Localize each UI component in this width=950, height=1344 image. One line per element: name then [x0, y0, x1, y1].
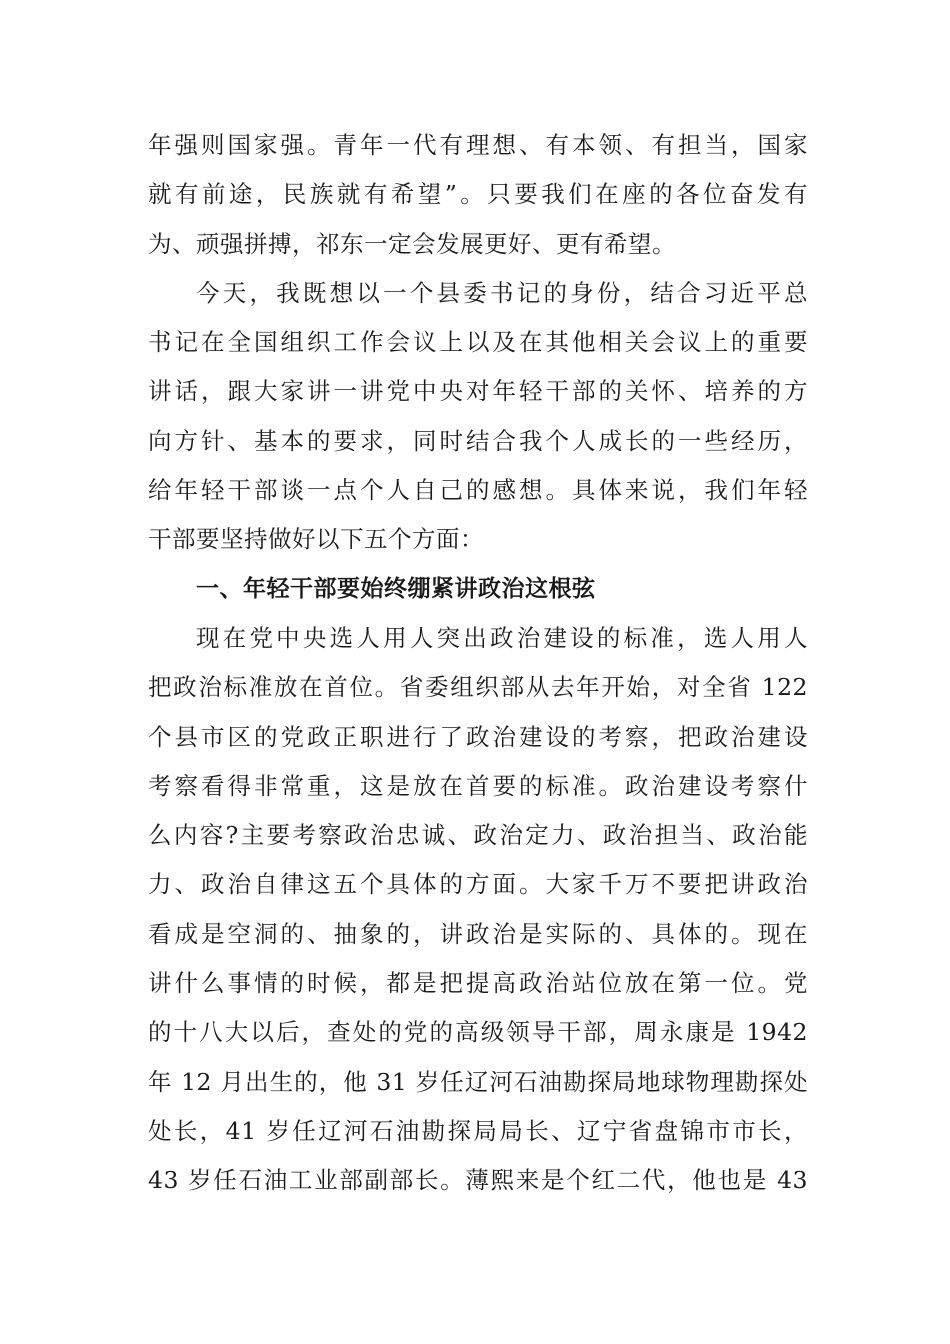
text-line: 书记在全国组织工作会议上以及在其他相关会议上的重要: [148, 328, 808, 357]
text-line: 干部要坚持做好以下五个方面：: [148, 525, 484, 554]
text-line: 讲话，跟大家讲一讲党中央对年轻干部的关怀、培养的方: [148, 377, 808, 406]
text-line: 就有前途，民族就有希望”。只要我们在座的各位奋发有: [148, 180, 808, 209]
section-heading: 一、年轻干部要始终绷紧讲政治这根弦: [196, 575, 596, 602]
text-line: 今天，我既想以一个县委书记的身份，结合习近平总: [196, 278, 808, 307]
paragraph-intro: [148, 269, 808, 565]
text-line: 43 岁任石油工业部副部长。薄熙来是个红二代，他也是 43: [148, 1166, 808, 1195]
text-line: 力、政治自律这五个具体的方面。大家千万不要把讲政治: [148, 870, 808, 899]
text-line: 处长，41 岁任辽河石油勘探局局长、辽宁省盘锦市市长，: [148, 1116, 808, 1145]
text-line: 为、顽强拼搏，祁东一定会发展更好、更有希望。: [148, 229, 676, 258]
document-body: [148, 121, 808, 1206]
text-line: 么内容?主要考察政治忠诚、政治定力、政治担当、政治能: [148, 821, 808, 850]
paragraph-section-one: [148, 614, 808, 1206]
text-line: 向方针、基本的要求，同时结合我个人成长的一些经历，: [148, 426, 808, 455]
text-line: 讲什么事情的时候，都是把提高政治站位放在第一位。党: [148, 969, 808, 998]
text-line: 看成是空洞的、抽象的，讲政治是实际的、具体的。现在: [148, 919, 808, 948]
text-line: 现在党中央选人用人突出政治建设的标准，选人用人: [196, 623, 808, 652]
text-line: 年 12 月出生的，他 31 岁任辽河石油勘探局地球物理勘探处: [148, 1067, 808, 1096]
text-line: 考察看得非常重，这是放在首要的标准。政治建设考察什: [148, 771, 808, 800]
text-line: 年强则国家强。青年一代有理想、有本领、有担当，国家: [148, 131, 808, 159]
paragraph-continuation: [148, 121, 808, 269]
text-line: 给年轻干部谈一点个人自己的感想。具体来说，我们年轻: [148, 476, 808, 505]
text-line: 个县市区的党政正职进行了政治建设的考察，把政治建设: [148, 722, 808, 751]
text-line: 把政治标准放在首位。省委组织部从去年开始，对全省 122: [148, 673, 808, 702]
text-line: 的十八大以后，查处的党的高级领导干部，周永康是 1942: [148, 1018, 808, 1047]
